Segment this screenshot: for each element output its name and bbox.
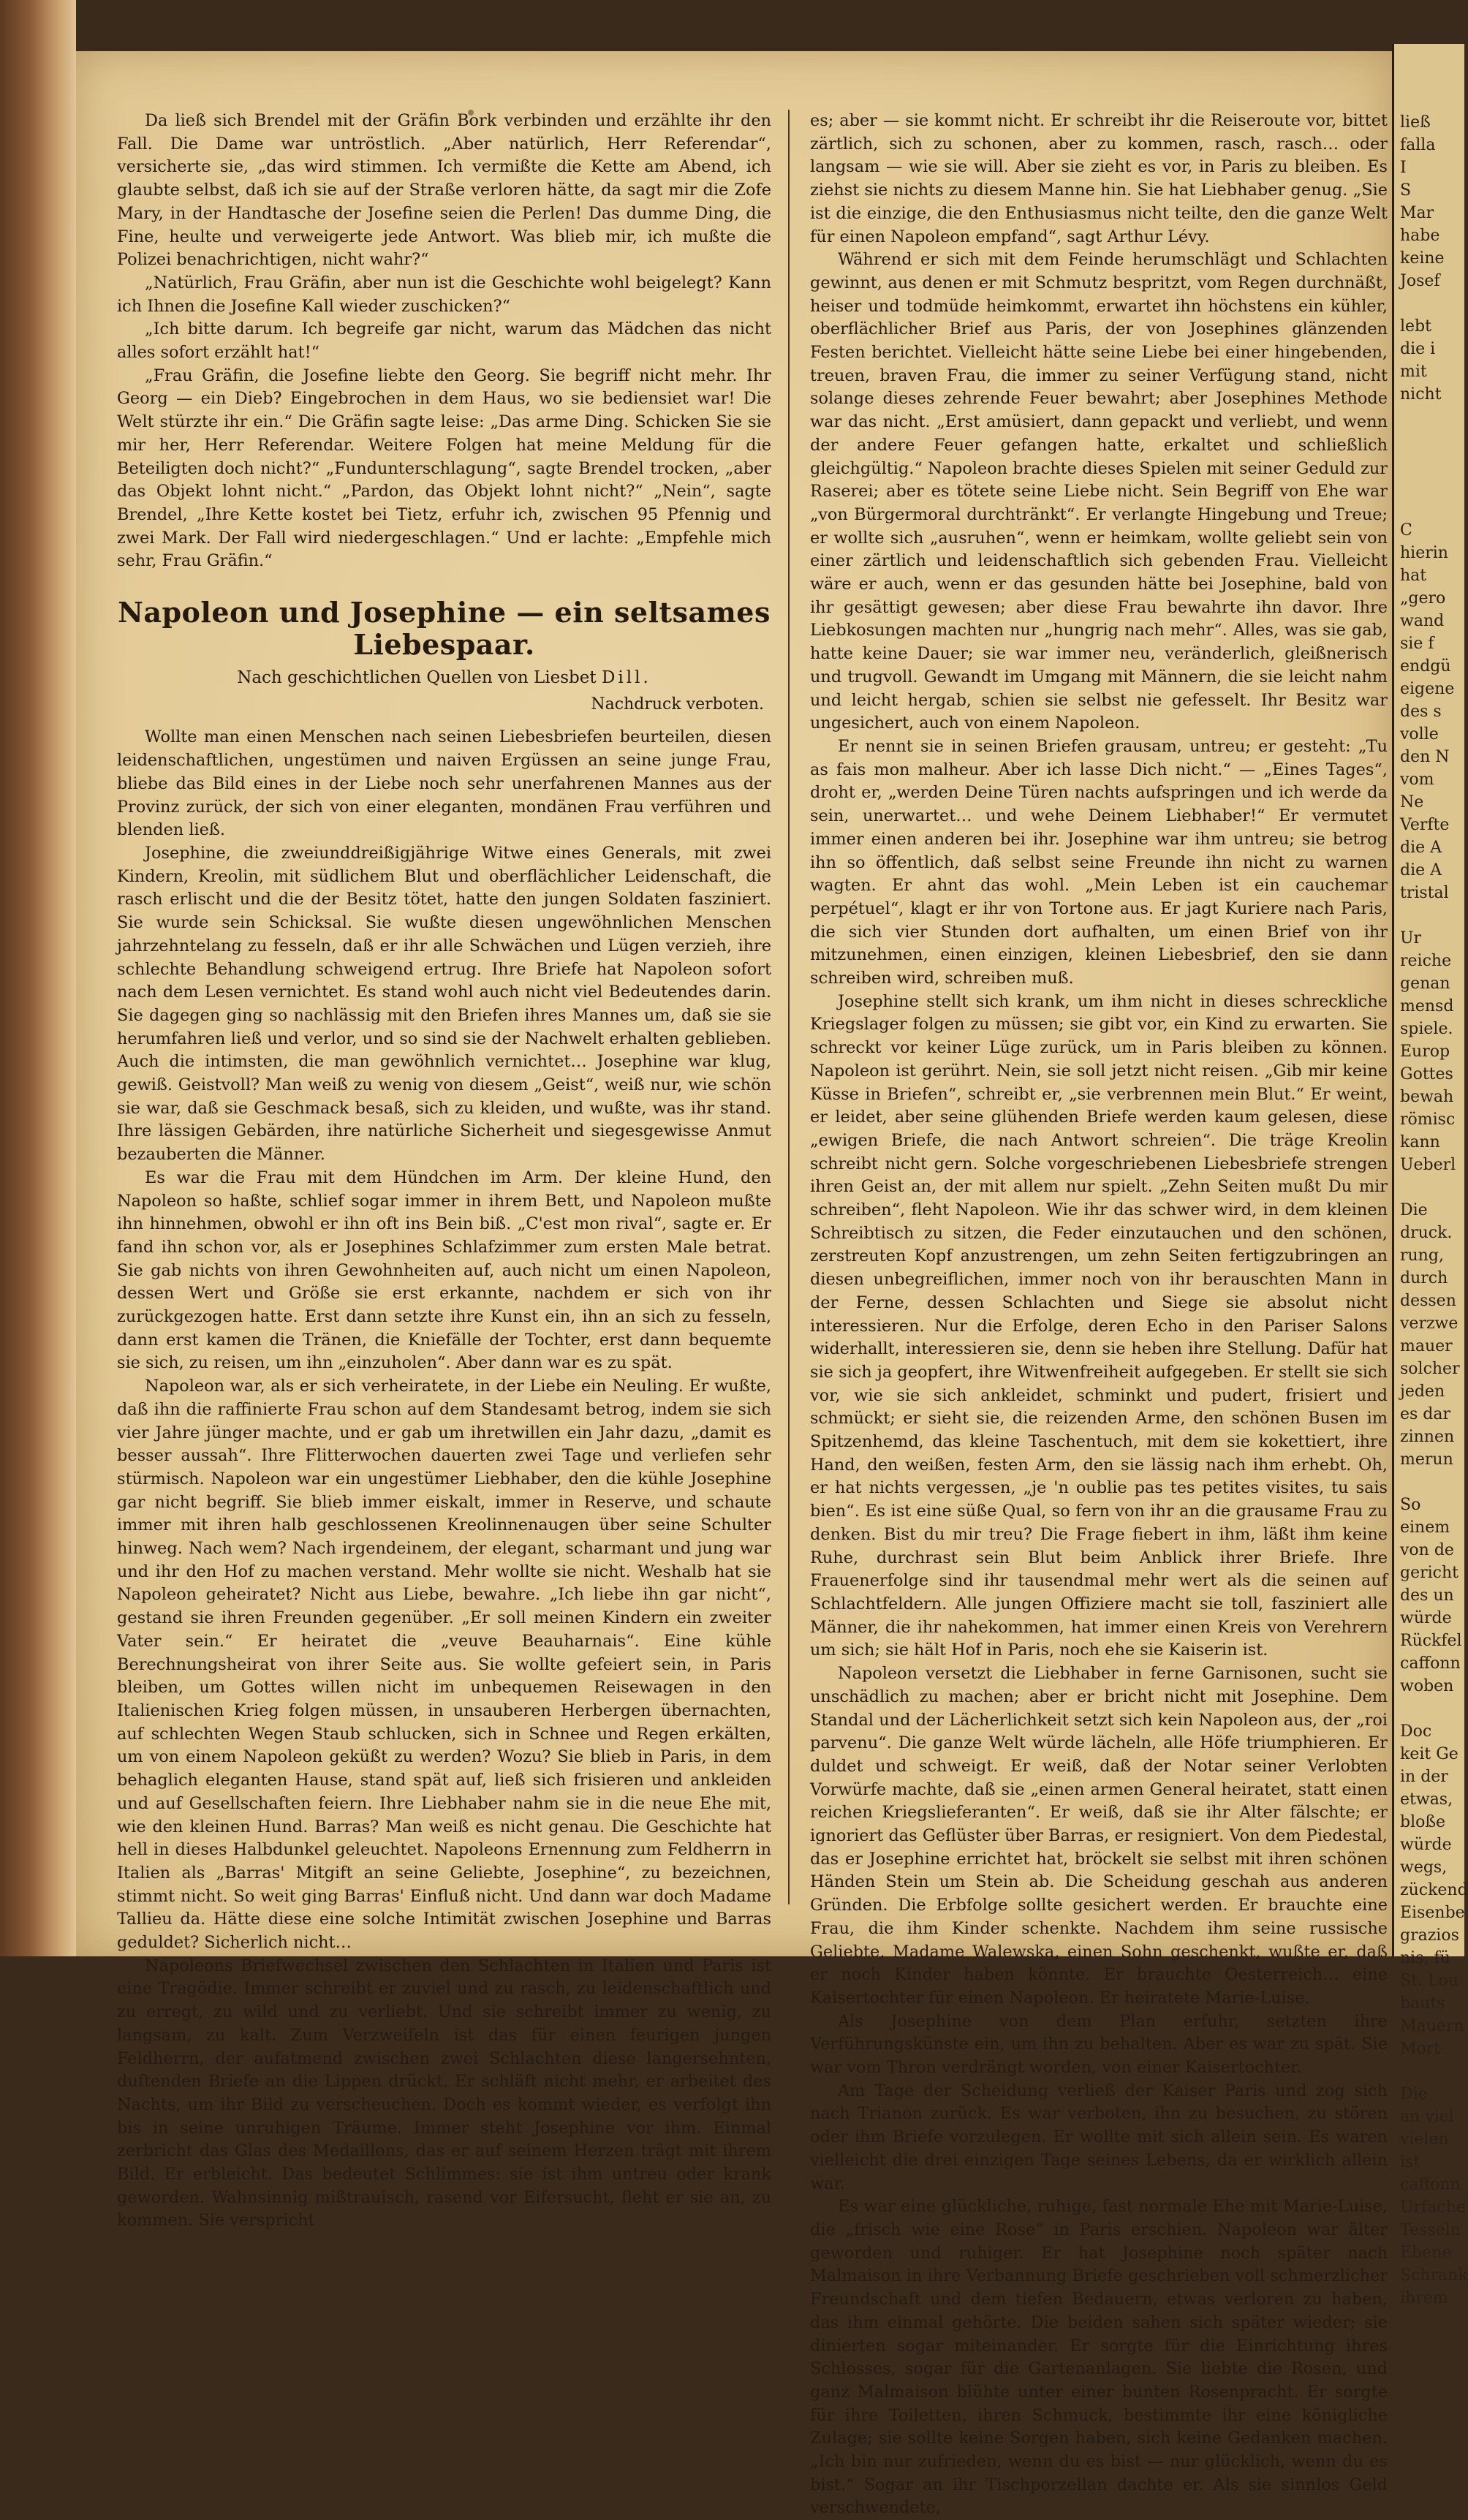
paragraph: Napoleons Briefwechsel zwischen den Schlachten in Italien und Paris ist eine Tragödie. Immer schreibt er zuviel und zu rasch, zu leidenschaftlich und zu erregt, zu wild und zu verliebt. Und sie schreibt immer zu wenig, zu langsam, zu kalt. Zum Verzweifeln ist das für einen feurigen jungen Feldherrn, der aufatmend zwischen zwei Schlachten diese langersehnten, duftenden Briefe an die Lippen drückt. Er schläft nicht mehr, er arbeitet des Nachts, um ihr Bild zu verscheuchen. Doch es kommt wieder, es verfolgt ihn bis in seine unruhigen Träume. Immer steht Josephine vor ihm. Einmal zerbricht das Glas des Medaillons, das er auf seinem Herzen trägt mit ihrem Bild. Er erbleicht. Das bedeutet Schlimmes: sie ist ihm untreu oder krank geworden. Wahnsinnig mißtrauisch, rasend vor Eifersucht, fleht er sie an, zu kommen. Sie verspricht bbox=[117, 1956, 771, 2230]
paragraph: Während er sich mit dem Feinde herumschlägt und Schlachten gewinnt, aus denen er mit Schmutz bespritzt, vom Regen durchnäßt, heiser und todmüde heimkommt, erwartet ihn höchstens ein kühler, oberflächlicher Brief aus Paris, der von Josephines glänzenden Festen berichtet. Vielleicht hätte seine Liebe bei einer hingebenden, treuen, braven Frau, die immer zu seiner Verfügung stand, nicht solange dieses zehrende Feuer bewahrt; aber Josephines Methode war das nicht. „Erst amüsiert, dann gepackt und verliebt, und wenn der andere Feuer gefangen hatte, erkaltet und schließlich gleichgültig.“ Napoleon brachte dieses Spielen mit seiner Geduld zur Raserei; aber es tötete seine Liebe nicht. Sein Begriff von Ehe war „von Bürgermoral durchtränkt“. Er verlangte Hingebung und Treue; er wollte sich „ausruhen“, wenn er heimkam, wollte geliebt sein von einer zärtlich und leidenschaftlich sich gebenden Frau. Vielleicht wäre er auch, wenn er das gesunden hätte bei Josephine, bald von ihr gesättigt gewesen; aber diese Frau bewahrte ihn davor. Ihre Liebkosungen machten nur „hungrig nach mehr“. Alles, was sie gab, hatte keine Dauer; sie war immer neu, veränderlich, gleißnerisch und trugvoll. Gewandt im Umgang mit Männern, die sie leicht nahm und leicht hergab, schien sie selbst nie gefesselt. Ihr Besitz war ungesichert, auch von einem Napoleon. bbox=[810, 250, 1388, 733]
adjacent-page-fragment: die A bbox=[1400, 861, 1442, 879]
adjacent-page-fragment: caffonn bbox=[1400, 2176, 1461, 2194]
adjacent-page-fragment: dessen bbox=[1400, 1292, 1456, 1310]
adjacent-page-fragment: merun bbox=[1400, 1450, 1453, 1469]
adjacent-page-fragment: tristal bbox=[1400, 884, 1449, 902]
adjacent-page-fragment bbox=[1400, 451, 1464, 474]
adjacent-page-fragment: Eisenbe bbox=[1400, 1904, 1465, 1922]
adjacent-page-fragment: Doc bbox=[1400, 1722, 1432, 1741]
adjacent-page-fragment: ist bbox=[1400, 2153, 1420, 2171]
adjacent-page-fragment: würde bbox=[1400, 1836, 1452, 1854]
book-binding-edge bbox=[0, 0, 76, 1956]
adjacent-page-fragment: grazios bbox=[1400, 1926, 1459, 1945]
adjacent-page-fragment bbox=[1400, 1471, 1464, 1494]
left-column bbox=[117, 110, 771, 2233]
byline bbox=[117, 667, 771, 690]
adjacent-page-fragment: „gero bbox=[1400, 589, 1446, 608]
article-body-left bbox=[117, 726, 771, 2233]
adjacent-page-fragment bbox=[1400, 428, 1464, 451]
adjacent-page-fragment: endgü bbox=[1400, 657, 1451, 676]
story-ending bbox=[117, 110, 771, 573]
adjacent-page-fragment: ließ bbox=[1400, 113, 1431, 132]
adjacent-page-fragment: keine bbox=[1400, 249, 1445, 268]
adjacent-page-fragment: bloße bbox=[1400, 1813, 1446, 1831]
adjacent-page-fragment: reiche bbox=[1400, 952, 1452, 970]
adjacent-page-fragment: habe bbox=[1400, 227, 1440, 245]
paragraph: Als Josephine von dem Plan erfuhr, setzten ihre Verführungskünste ein, um ihn zu behalten. Aber es war zu spät. Sie war vom Thron verdrängt worden, von einer Kaisertochter. bbox=[810, 2011, 1388, 2078]
adjacent-page-fragment: nis, fü bbox=[1400, 1949, 1450, 1967]
adjacent-page-fragment: kann bbox=[1400, 1133, 1440, 1151]
paragraph: Josephine, die zweiunddreißigjährige Witwe eines Generals, mit zwei Kindern, Kreolin, mit südlichem Blut und oberflächlicher Leidenschaft, die rasch erlischt und die der Besitz tötet, hatte den jungen Soldaten fasziniert. Sie wurde sein Schicksal. Sie wußte diesen ungewöhnlichen Menschen jahrzehntelang zu fesseln, daß er ihr alle Schwächen und Lügen verzieh, ihre schlechte Behandlung schweigend ertrug. Ihre Briefe hat Napoleon sofort nach dem Lesen vernichtet. Es stand wohl auch nicht viel Bedeutendes darin. Sie dagegen ging so nachlässig mit den Briefen ihres Mannes um, daß sie sie herumfahren ließ und verlor, und so sind sie der Nachwelt erhalten geblieben. Auch die intimsten, die man gewöhnlich vernichtet… Josephine war klug, gewiß. Geistvoll? Man weiß zu wenig von diesem „Geist“, weiß nur, wie schön sie war, daß sie Geschmack besaß, sich zu kleiden, und wußte, was ihr stand. Ihre lässigen Gebärden, ihre natürliche Sicherheit und siegesgewisse Anmut bezauberten die Männer. bbox=[117, 843, 771, 1165]
adjacent-page-fragment: Schrank bbox=[1400, 2266, 1468, 2285]
adjacent-page-fragment bbox=[1400, 1698, 1464, 1720]
adjacent-page-fragment: gericht bbox=[1400, 1564, 1458, 1582]
adjacent-page-fragment: vielen bbox=[1400, 2130, 1449, 2149]
adjacent-page-fragment: Josef bbox=[1400, 272, 1440, 290]
adjacent-page-fragment: eigene bbox=[1400, 680, 1455, 698]
adjacent-page-fragment: Gottes bbox=[1400, 1065, 1453, 1083]
adjacent-page-fragment: spiele. bbox=[1400, 1020, 1453, 1038]
adjacent-page-fragment: Die bbox=[1400, 1201, 1428, 1219]
adjacent-page-fragment: Rückfel bbox=[1400, 1632, 1462, 1650]
adjacent-page-fragment: genan bbox=[1400, 975, 1450, 993]
adjacent-page-fragment: hat bbox=[1400, 567, 1427, 585]
adjacent-page-fragment: vom bbox=[1400, 771, 1434, 789]
adjacent-page-fragment bbox=[1400, 474, 1464, 496]
adjacent-page-fragment: den N bbox=[1400, 748, 1450, 766]
adjacent-page-fragment: etwas, bbox=[1400, 1790, 1453, 1809]
adjacent-page-fragment: bewah bbox=[1400, 1088, 1454, 1106]
adjacent-page-fragment bbox=[1400, 292, 1464, 315]
byline-author: Dill. bbox=[601, 668, 651, 688]
paragraph: Wollte man einen Menschen nach seinen Liebesbriefen beurteilen, diesen leidenschaftlichen, ungestümen und naiven Ergüssen an seine junge Frau, bliebe das Bild eines in der Liebe noch sehr unerfahrenen Mannes aus der Provinz zurück, der sich von einer eleganten, mondänen Frau verführen und blenden ließ. bbox=[117, 727, 771, 840]
adjacent-page-fragment: Verfte bbox=[1400, 816, 1450, 834]
adjacent-page-fragment: C bbox=[1400, 521, 1412, 540]
adjacent-page-fragment: wegs, bbox=[1400, 1858, 1448, 1877]
column-divider bbox=[788, 110, 790, 1904]
adjacent-page-fragment: in der bbox=[1400, 1768, 1448, 1786]
adjacent-page-fragment: Die bbox=[1400, 2085, 1428, 2103]
adjacent-page-fragment: solcher bbox=[1400, 1360, 1460, 1378]
adjacent-page-fragment: die i bbox=[1400, 340, 1436, 358]
adjacent-page-fragment: nicht bbox=[1400, 385, 1442, 404]
adjacent-page-fragment: S bbox=[1400, 181, 1412, 200]
adjacent-page-fragment: an viel bbox=[1400, 2108, 1454, 2126]
adjacent-page-fragment: des un bbox=[1400, 1586, 1454, 1605]
adjacent-page-fragment: So bbox=[1400, 1496, 1421, 1514]
adjacent-page-fragment: zückend bbox=[1400, 1881, 1468, 1899]
adjacent-page-fragment: mit bbox=[1400, 363, 1427, 381]
adjacent-page-fragment: Europ bbox=[1400, 1043, 1450, 1061]
adjacent-page-fragment: mauer bbox=[1400, 1337, 1453, 1355]
adjacent-page-fragment: woben bbox=[1400, 1677, 1454, 1695]
paragraph: Am Tage der Scheidung verließ der Kaiser Paris und zog sich nach Trianon zurück. Es war verboten, ihn zu besuchen, zu stören oder ihm Briefe vorzulegen. Er wollte mit sich allein sein. Es waren vielleicht die drei einzigen Tage seines Lebens, da er wirklich allein war. bbox=[810, 2081, 1388, 2193]
adjacent-page-fragment: Mauern bbox=[1400, 2017, 1464, 2035]
adjacent-page-fragment: des s bbox=[1400, 703, 1442, 721]
adjacent-page-fragment: zinnen bbox=[1400, 1428, 1455, 1446]
paragraph: Josephine stellt sich krank, um ihm nicht in dieses schreckliche Kriegslager folgen zu müssen; sie gibt vor, ein Kind zu erwarten. Sie schreckt vor keiner Lüge zurück, um in Paris bleiben zu können. Napoleon ist gerührt. Nein, sie soll jetzt nicht reisen. „Gib mir keine Küsse in Briefen“, schreibt er, „sie verbrennen mein Blut.“ Er weint, er leidet, aber seine glühenden Briefe werden kaum gelesen, diese „ewigen Briefe, die nach Antwort schreien“. Die träge Kreolin schreibt nicht gern. Solche vorgeschriebenen Liebesbriefe strengen ihren Geist an, der mit allem nur spielt. „Zehn Seiten mußt Du mir schreiben“, fleht Napoleon. Wie ihr das schwer wird, in dem kleinen Schreibtisch zu sitzen, die Feder einzutauchen und den schönen, zerstreuten Kopf anzustrengen, um zehn Seiten fertigzubringen an diesen unbegreiflichen, immer noch von ihr berauschten Mann in der Ferne, dessen Schlachten und Siege sie absolut nicht interessieren. Nur die Erfolge, deren Echo in den Pariser Salons widerhallt, interessieren sie, denn sie heben ihre Stellung. Dafür hat sie sich ja geopfert, ihre Witwenfreiheit aufgegeben. Er stellt sie sich vor, wie sie sich ankleidet, schminkt und pudert, frisiert und schmückt; er sieht sie, die reizenden Arme, den schönen Busen im Spitzenhemd, das kleine Taschentuch, mit dem sie kokettiert, ihre Hand, den weißen, festen Arm, den sie lässig nach ihm erhebt. Oh, er hat nichts vergessen, „je 'n oublie pas tes petites visites, tu sais bien“. Es ist eine süße Qual, so fern von ihr an die grausame Frau zu denken. Bist du mir treu? Die Frage fiebert in ihm, läßt ihm keine Ruhe, durchrast sein Blut beim Anblick ihrer Briefe. Ihre Frauenerfolge sind ihr tausendmal mehr wert als die seinen auf Schlachtfeldern. Alle jungen Offiziere macht sie toll, fasziniert alle Männer, die ihr nahekommen, hat immer einen Kreis von Verehrern um sich; sie hält Hof in Paris, noch ehe sie Kaiserin ist. bbox=[810, 991, 1388, 1660]
adjacent-page-fragment: durch bbox=[1400, 1269, 1448, 1287]
adjacent-page-fragment: Urfache bbox=[1400, 2198, 1466, 2217]
reprint-notice: Nachdruck verboten. bbox=[591, 695, 764, 714]
adjacent-page-fragment: würde bbox=[1400, 1609, 1452, 1627]
adjacent-page-fragment: es dar bbox=[1400, 1405, 1451, 1423]
byline-source: Nach geschichtlichen Quellen von Liesbet bbox=[237, 668, 597, 688]
adjacent-page-fragment: Tesseln bbox=[1400, 2221, 1461, 2239]
adjacent-page-fragment: wand bbox=[1400, 612, 1445, 630]
adjacent-page-fragment bbox=[1400, 2060, 1464, 2083]
adjacent-page-fragment: Ne bbox=[1400, 793, 1424, 811]
paragraph: Da ließ sich Brendel mit der Gräfin Bork verbinden und erzählte ihr den Fall. Die Dame war untröstlich. „Aber natürlich, Herr Referendar“, versicherte sie, „das wird stimmen. Ich vermißte die Kette am Abend, ich glaubte selbst, daß ich sie auf der Straße verloren hätte, da sagt mir die Zofe Mary, in der Handtasche der Josefine seien die Perlen! Das dumme Ding, die Fine, heulte und verweigerte jede Antwort. Was blieb mir, ich mußte die Polizei benachrichtigen, nicht wahr?“ bbox=[117, 111, 771, 270]
adjacent-page-fragment: falla bbox=[1400, 136, 1436, 154]
adjacent-page-fragment: einem bbox=[1400, 1518, 1450, 1537]
paragraph: Es war eine glückliche, ruhige, fast normale Ehe mit Marie-Luise, die „frisch wie eine Rose“ in Paris erschien. Napoleon war älter geworden und ruhiger. Er hat Josephine noch später nach Malmaison in ihre Verbannung Briefe geschrieben voll schmerzlicher Freundschaft und dem tiefen Bedauern, etwas verloren zu haben, das ihm einmal gehörte. Die beiden sahen sich später wieder; sie dinierten sogar miteinander. Er sorgte für die Einrichtung ihres Schlosses, sogar für die Gartenanlagen. Sie liebte die Rosen, und ganz Malmaison blühte unter einer bunten Rosenpracht. Er sorgte für ihre Toiletten, ihren Schmuck, bestimmte ihr eine königliche Zulage; sie sollte keine Sorgen haben, sich keine Gedanken machen. „Ich bin nur zufrieden, wenn du es bist — nur glücklich, wenn du es bist.“ Sogar an ihr Tischporzellan dachte er. Als sie sinnlos Geld verschwendete, bbox=[810, 2197, 1388, 2518]
adjacent-page-fragment: Mort bbox=[1400, 2040, 1441, 2058]
adjacent-page-fragments bbox=[1394, 44, 1468, 2309]
adjacent-page-fragment: bauts bbox=[1400, 1994, 1445, 2013]
adjacent-page-fragment: Ebene bbox=[1400, 2244, 1452, 2262]
adjacent-page-fragment: jeden bbox=[1400, 1382, 1445, 1401]
adjacent-page-fragment: I bbox=[1400, 159, 1407, 177]
paragraph: Es war die Frau mit dem Hündchen im Arm. Der kleine Hund, den Napoleon so haßte, schlief sogar immer in ihrem Bett, und Napoleon mußte ihn hinnehmen, obwohl er ihn oft ins Bein biß. „C'est mon rival“, sagte er. Er fand ihn schon vor, als er Josephines Schlafzimmer zum ersten Male betrat. Sie gab nichts von ihren Gewohnheiten auf, auch nicht um einen Napoleon, dessen Wert und Größe sie erst erkannte, nachdem er sich von ihr zurückgezogen hatte. Erst dann setzte ihre Kunst ein, ihn an sich zu fesseln, dann erst kamen die Tränen, die Kniefälle der Tochter, erst dann bequemte sie sich, zu reisen, um ihn „einzuholen“. Aber dann war es zu spät. bbox=[117, 1168, 771, 1373]
adjacent-page-fragment: rung, bbox=[1400, 1246, 1444, 1265]
paragraph: es; aber — sie kommt nicht. Er schreibt ihr die Reiseroute vor, bittet zärtlich, sich zu schonen, aber zu kommen, rasch, rasch… oder langsam — wie sie will. Aber sie zieht es vor, in Paris zu bleiben. Es ziehst sie nichts zu diesem Manne hin. Sie hat Liebhaber genug. „Sie ist die einzige, die den Enthusiasmus nicht teilte, den die ganze Welt für einen Napoleon empfand“, sagt Arthur Lévy. bbox=[810, 111, 1388, 246]
adjacent-page-fragment: hierin bbox=[1400, 544, 1448, 562]
adjacent-page-fragment: die A bbox=[1400, 839, 1442, 857]
adjacent-page-fragment bbox=[1400, 496, 1464, 519]
adjacent-page-fragment: von de bbox=[1400, 1541, 1454, 1559]
adjacent-page-fragment: verzwe bbox=[1400, 1314, 1458, 1333]
adjacent-page-fragment: sie f bbox=[1400, 635, 1434, 653]
right-column bbox=[810, 110, 1388, 2520]
paragraph: „Ich bitte darum. Ich begreife gar nicht, warum das Mädchen das nicht alles sofort erzählt hat!“ bbox=[117, 319, 771, 363]
paragraph: Napoleon versetzt die Liebhaber in ferne Garnisonen, sucht sie unschädlich zu machen; aber er bricht nicht mit Josephine. Dem Standal und der Lächerlichkeit setzt sich kein Napoleon aus, der „roi parvenu“. Die ganze Welt würde lächeln, alle Höfe triumphieren. Er duldet und schweigt. Er weiß, daß der Notar seiner Verlobten Vorwürfe machte, daß sie „einen armen General heiratet, statt einen reichen Kriegslieferanten“. Er weiß, daß sie ihr Alter fälschte; er ignoriert das Geflüster über Barras, er resigniert. Von dem Piedestal, das er Josephine errichtet hat, bröckelt sie selbst mit ihren schönen Händen Stein um Stein ab. Die Scheidung geschah aus anderen Gründen. Die Erbfolge sollte gesichert werden. Er brauchte eine Frau, die ihm Kinder schenkte. Nachdem ihm seine russische Geliebte, Madame Walewska, einen Sohn geschenkt, wußte er, daß er noch Kinder haben könnte. Er brauchte Oesterreich… eine Kaisertochter für einen Napoleon. Er heiratete Marie-Luise. bbox=[810, 1664, 1388, 2008]
adjacent-page-fragment bbox=[1400, 406, 1464, 428]
adjacent-page-fragment: lebt bbox=[1400, 317, 1431, 336]
adjacent-page-fragment: St. Lou bbox=[1400, 1972, 1458, 1990]
adjacent-page-edge bbox=[1392, 44, 1468, 2307]
paragraph: „Frau Gräfin, die Josefine liebte den Georg. Sie begriff nicht mehr. Ihr Georg — ein Dieb? Eingebrochen in dem Haus, wo sie bediensiet war! Die Welt stürzte ihr ein.“ Die Gräfin sagte leise: „Das arme Ding. Schicken Sie sie mir her, Herr Referendar. Weitere Folgen hat meine Meldung für die Beteiligten doch nicht?“ „Fundunterschlagung“, sagte Brendel trocken, „aber das Objekt lohnt nicht.“ „Pardon, das Objekt lohnt nicht?“ „Nein“, sagte Brendel, „Ihre Kette kostet bei Tietz, erfuhr ich, zwischen 95 Pfennig und zwei Mark. Der Fall wird niedergeschlagen.“ Und er lachte: „Empfehle mich sehr, Frau Gräfin.“ bbox=[117, 366, 771, 571]
adjacent-page-fragment: Ur bbox=[1400, 929, 1422, 947]
paragraph: Napoleon war, als er sich verheiratete, in der Liebe ein Neuling. Er wußte, daß ihn die raffinierte Frau schon auf dem Standesamt betrog, indem sie sich vier Jahre jünger machte, und er gab um ihretwillen ein Jahr dazu, „damit es besser aussah“. Ihre Flitterwochen dauerten zwei Tage und verliefen sehr stürmisch. Napoleon war ein ungestümer Liebhaber, den die kühle Josephine gar nicht begriff. Sie blieb immer eiskalt, immer in Reserve, und schaute immer mit ihren halb geschlossenen Kreolinnenaugen über seine Schulter hinweg. Nach wem? Nach irgendeinem, der elegant, scharmant und jung war und ihr den Hof zu machen verstand. Mehr wollte sie nicht. Weshalb hat sie Napoleon geheiratet? Nicht aus Liebe, bewahre. „Ich liebe ihn gar nicht“, gestand sie ihren Freunden gegenüber. „Er soll meinen Kindern ein zweiter Vater sein.“ Er heiratet die „veuve Beauharnais“. Eine kühle Berechnungsheirat von ihrer Seite aus. Sie wollte gefeiert sein, in Paris bleiben, um Gottes willen nicht im unbequemen Reisewagen in den Italienischen Krieg folgen müssen, in unsauberen Herbergen übernachten, auf schlechten Wegen Staub schlucken, sich in Schnee und Regen erkälten, um von einem Napoleon geküßt zu werden? Wozu? Sie blieb in Paris, in dem behaglich eleganten Hause, stand spät auf, ließ sich frisieren und ankleiden und auf Gesellschaften feiern. Ihre Liebhaber nahm sie in die neue Ehe mit, wie den kleinen Hund. Barras? Man weiß es nicht genau. Die Geschichte hat hell in dieses Halbdunkel geleuchtet. Napoleons Ernennung zum Feldherrn in Italien als „Barras' Mitgift an seine Geliebte, Josephine“, zu bezeichnen, stimmt nicht. So weit ging Barras' Einfluß nicht. Und dann war doch Madame Tallieu da. Hätte diese eine solche Intimität zwischen Josephine und Barras geduldet? Sicherlich nicht… bbox=[117, 1377, 771, 1953]
adjacent-page-fragment: druck. bbox=[1400, 1224, 1453, 1242]
adjacent-page-fragment: caffonn bbox=[1400, 1654, 1461, 1673]
adjacent-page-fragment: volle bbox=[1400, 725, 1439, 743]
adjacent-page-fragment: Ueberl bbox=[1400, 1156, 1456, 1174]
adjacent-page-fragment bbox=[1400, 904, 1464, 927]
adjacent-page-fragment bbox=[1400, 1176, 1464, 1199]
adjacent-page-fragment: Mar bbox=[1400, 204, 1434, 222]
paragraph: Er nennt sie in seinen Briefen grausam, untreu; er gesteht: „Tu as fais mon malheur. Aber ich lasse Dich nicht.“ — „Eines Tages“, droht er, „werden Deine Türen nachts aufspringen und ich werde da sein, unerwartet… und wehe Deinem Liebhaber!“ Er vermutet immer einen anderen bei ihr. Josephine war ihm untreu; sie betrog ihn so öffentlich, daß selbst seine Freunde ihn nicht zu warnen wagten. Er ahnt das wohl. „Mein Leben ist ein cauchemar perpétuel“, klagt er ihr von Tortone aus. Er jagt Kuriere nach Paris, die sich vier Stunden dort aufhalten, um einen Brief von ihr mitzunehmen, einen einzigen, kleinen Liebesbrief, den sie dann schreiben wird, schreiben muß. bbox=[810, 736, 1388, 988]
paragraph: „Natürlich, Frau Gräfin, aber nun ist die Geschichte wohl beigelegt? Kann ich Ihnen die Josefine Kall wieder zuschicken?“ bbox=[117, 273, 771, 316]
adjacent-page-fragment: mensd bbox=[1400, 997, 1454, 1015]
adjacent-page-fragment: ihrem bbox=[1400, 2289, 1448, 2307]
adjacent-page-fragment: römisc bbox=[1400, 1110, 1456, 1129]
article-title: Napoleon und Josephine — ein seltsames Liebespaar. bbox=[118, 596, 771, 662]
adjacent-page-fragment: keit Ge bbox=[1400, 1745, 1458, 1763]
